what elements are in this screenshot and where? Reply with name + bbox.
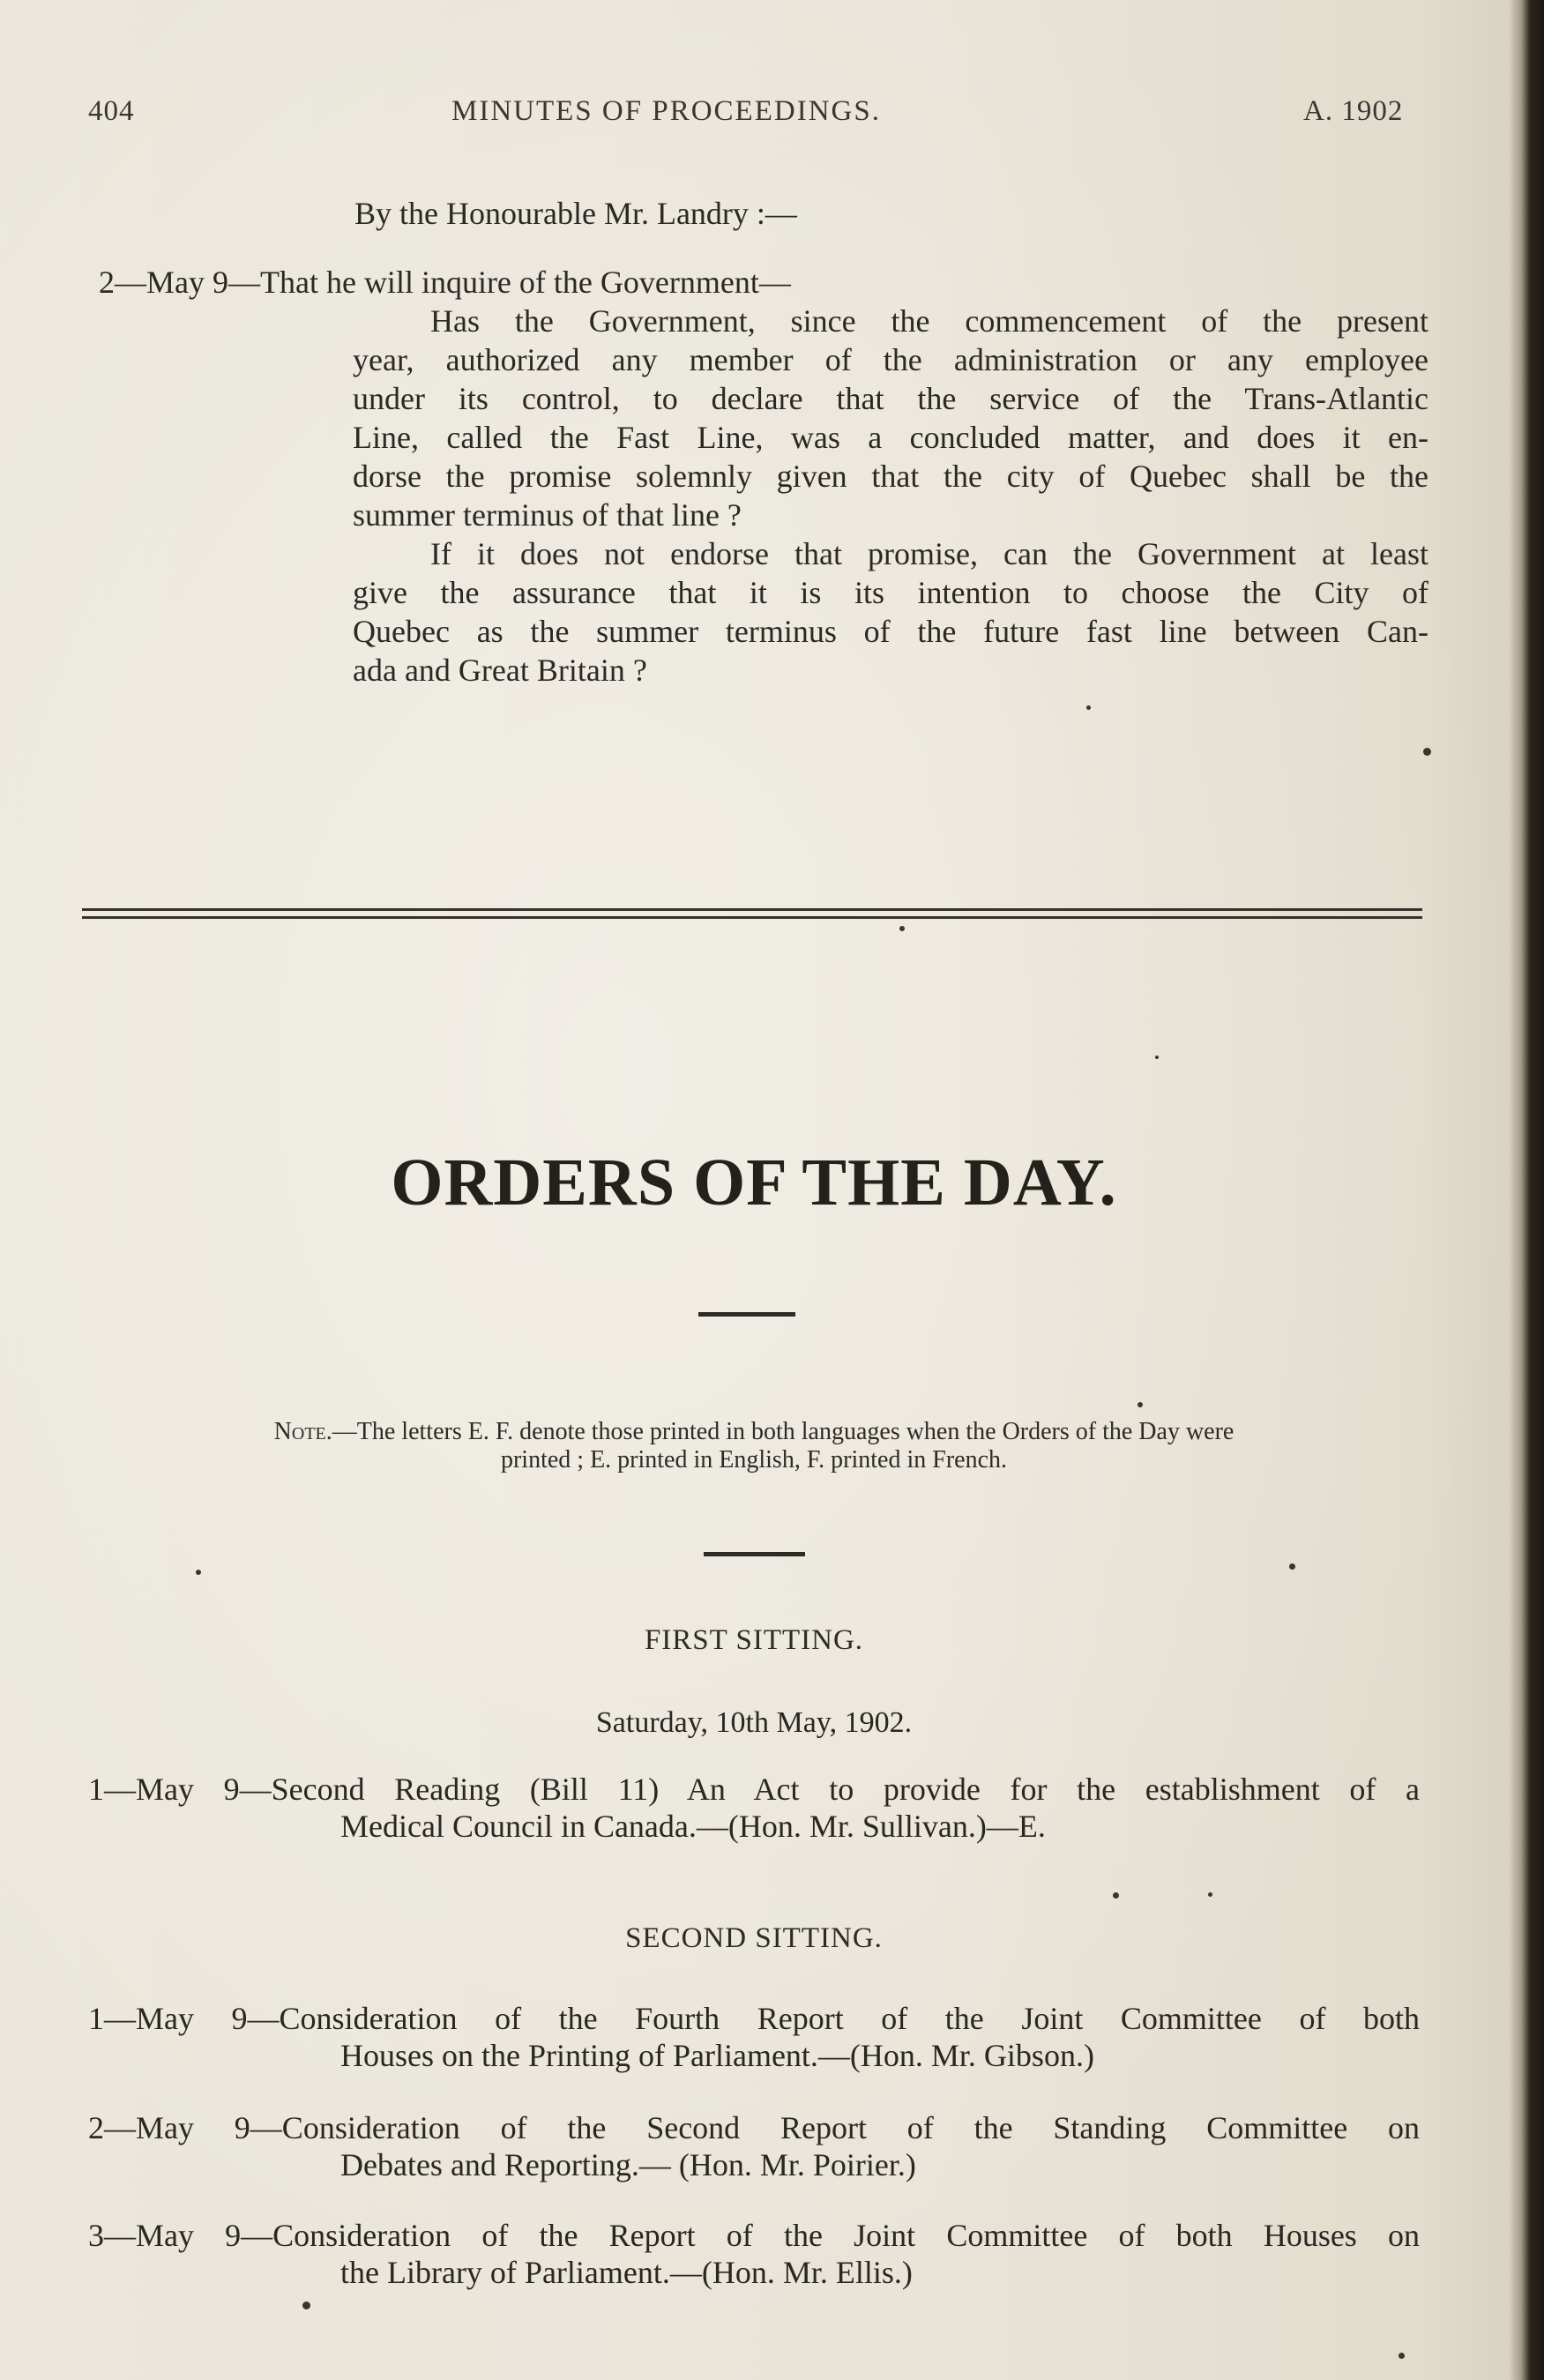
order-item-line: 2—May 9—Consideration of the Second Report of the Standing Committee on	[88, 2110, 1420, 2145]
paper-speck	[1137, 1402, 1143, 1407]
question-line: If it does not endorse that promise, can the Government at least	[430, 536, 1428, 571]
question-line: dorse the promise solemnly given that the city of Quebec shall be the	[353, 459, 1428, 494]
order-item	[88, 2000, 1420, 2074]
note-label: Note.	[273, 1418, 332, 1445]
order-item	[88, 2217, 1420, 2291]
question-line: give the assurance that it is its intention to choose the City of	[353, 575, 1428, 610]
session-year: A. 1902	[1303, 95, 1404, 127]
question-body	[353, 302, 1428, 690]
running-title: MINUTES OF PROCEEDINGS.	[451, 95, 881, 127]
question-line: under its control, to declare that the service of the Trans-Atlantic	[353, 381, 1428, 416]
paper-speck	[302, 2302, 310, 2309]
order-item-line: 3—May 9—Consideration of the Report of the Joint Committee of both Houses on	[88, 2218, 1420, 2253]
double-rule-divider	[82, 908, 1422, 919]
orders-note	[0, 1418, 1508, 1474]
question-line: ada and Great Britain ?	[353, 653, 647, 688]
order-item-line: Medical Council in Canada.—(Hon. Mr. Sullivan.)—E.	[340, 1809, 1046, 1844]
paper-speck	[1423, 748, 1431, 756]
question-line: summer terminus of that line ?	[353, 497, 742, 533]
first-sitting-title: FIRST SITTING.	[644, 1624, 864, 1656]
question-lead: 2—May 9—That he will inquire of the Government—	[99, 265, 791, 300]
page-number: 404	[88, 95, 135, 127]
paper-speck	[196, 1570, 201, 1575]
second-sitting-title: SECOND SITTING.	[625, 1922, 883, 1954]
question-line: Quebec as the summer terminus of the future fast line between Can-	[353, 614, 1428, 649]
note-text-1: —The letters E. F. denote those printed in both languages when the Orders of the Day were	[332, 1418, 1234, 1445]
paper-speck	[899, 926, 905, 931]
note-line-2: printed ; E. printed in English, F. printed in French.	[500, 1446, 1007, 1474]
question-by-line: By the Honourable Mr. Landry :—	[354, 196, 797, 231]
section-heading: ORDERS OF THE DAY.	[391, 1145, 1117, 1220]
paper-speck	[1208, 1892, 1212, 1897]
paper-speck	[1289, 1563, 1295, 1570]
question-line: Has the Government, since the commencement of the present	[430, 303, 1428, 339]
order-item-line: the Library of Parliament.—(Hon. Mr. Ellis.)	[340, 2255, 913, 2290]
short-rule	[698, 1312, 795, 1317]
question-line: Line, called the Fast Line, was a concluded matter, and does it en-	[353, 420, 1428, 455]
order-item	[88, 2109, 1420, 2183]
paper-speck	[1086, 705, 1091, 710]
paper-speck	[1399, 2353, 1405, 2359]
question-line: year, authorized any member of the administration or any employee	[353, 342, 1428, 377]
order-item-line: Houses on the Printing of Parliament.—(Hon. Mr. Gibson.)	[340, 2038, 1094, 2073]
first-sitting-date: Saturday, 10th May, 1902.	[595, 1706, 913, 1739]
paper-speck	[1113, 1892, 1119, 1899]
order-item-line: 1—May 9—Consideration of the Fourth Report of the Joint Committee of both	[88, 2001, 1420, 2036]
order-item-line: Debates and Reporting.— (Hon. Mr. Poirier.)	[340, 2147, 916, 2182]
order-item	[88, 1771, 1420, 1845]
book-spine-shadow	[1509, 0, 1544, 2380]
note-line-1	[0, 1418, 1508, 1446]
order-item-line: 1—May 9—Second Reading (Bill 11) An Act to provide for the establishment of a	[88, 1772, 1420, 1807]
paper-speck	[1155, 1056, 1159, 1059]
short-rule	[704, 1552, 805, 1556]
